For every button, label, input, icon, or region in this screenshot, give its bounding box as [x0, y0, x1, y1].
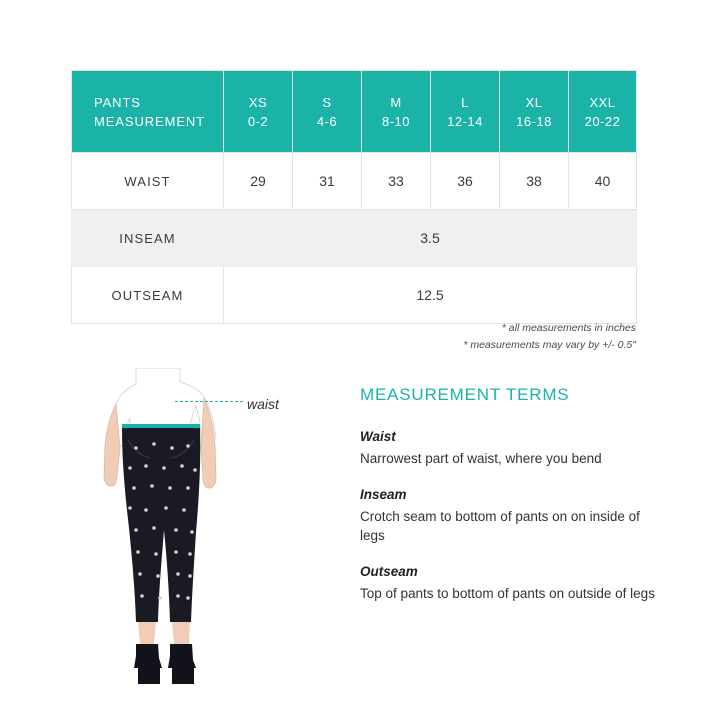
- header-size-xs: [224, 71, 293, 153]
- size-range-xs: 0-2: [247, 113, 269, 129]
- header-size-l: [431, 71, 500, 153]
- cell-waist-s: 31: [293, 153, 362, 210]
- size-name-s: S: [322, 94, 332, 110]
- size-range-m: 8-10: [381, 113, 411, 129]
- size-range-s: 4-6: [316, 113, 338, 129]
- term-name-waist: Waist: [360, 429, 396, 444]
- size-table-body: [72, 153, 637, 324]
- cell-waist-xs: 29: [224, 153, 293, 210]
- size-table-container: [71, 70, 636, 324]
- header-label-line2: MEASUREMENT: [94, 113, 206, 129]
- size-name-m: M: [390, 94, 402, 110]
- row-label-inseam: INSEAM: [72, 210, 224, 267]
- waist-indicator-line: [175, 401, 243, 402]
- note-line-2: * measurements may vary by +/- 0.5": [463, 339, 636, 351]
- size-range-xl: 16-18: [516, 113, 552, 129]
- term-inseam: [360, 487, 660, 545]
- table-row: [72, 210, 637, 267]
- cell-waist-xl: 38: [500, 153, 569, 210]
- term-definition-inseam: Crotch seam to bottom of pants on on inside of legs: [360, 509, 640, 543]
- table-row: [72, 153, 637, 210]
- terms-title: MEASUREMENT TERMS: [360, 385, 570, 404]
- term-name-outseam: Outseam: [360, 564, 418, 579]
- header-size-s: [293, 71, 362, 153]
- header-size-xl: [500, 71, 569, 153]
- size-range-l: 12-14: [447, 113, 483, 129]
- size-range-xxl: 20-22: [584, 113, 621, 129]
- row-label-waist: WAIST: [72, 153, 224, 210]
- term-definition-waist: Narrowest part of waist, where you bend: [360, 451, 602, 466]
- measurement-notes: [71, 320, 636, 354]
- waist-indicator-label: waist: [247, 396, 279, 412]
- header-label-line1: PANTS: [94, 94, 141, 110]
- term-outseam: [360, 564, 660, 603]
- header-size-xxl: [569, 71, 637, 153]
- term-waist: [360, 429, 660, 468]
- cell-waist-xxl: 40: [569, 153, 637, 210]
- size-table: [71, 70, 637, 324]
- note-line-1: * all measurements in inches: [501, 322, 636, 334]
- measurement-terms-section: [360, 385, 660, 622]
- model-illustration: [58, 368, 288, 698]
- table-header-row: [72, 71, 637, 153]
- table-row: [72, 267, 637, 324]
- cell-inseam-all: 3.5: [224, 210, 637, 267]
- size-name-l: L: [461, 94, 469, 110]
- size-table-head: [72, 71, 637, 153]
- term-name-inseam: Inseam: [360, 487, 407, 502]
- cell-outseam-all: 12.5: [224, 267, 637, 324]
- size-name-xs: XS: [248, 94, 268, 110]
- row-label-outseam: OUTSEAM: [72, 267, 224, 324]
- cell-waist-m: 33: [362, 153, 431, 210]
- size-name-xl: XL: [525, 94, 543, 110]
- term-definition-outseam: Top of pants to bottom of pants on outside of legs: [360, 586, 655, 601]
- cell-waist-l: 36: [431, 153, 500, 210]
- header-size-m: [362, 71, 431, 153]
- size-name-xxl: XXL: [589, 94, 616, 110]
- header-measurement-label: [72, 71, 224, 153]
